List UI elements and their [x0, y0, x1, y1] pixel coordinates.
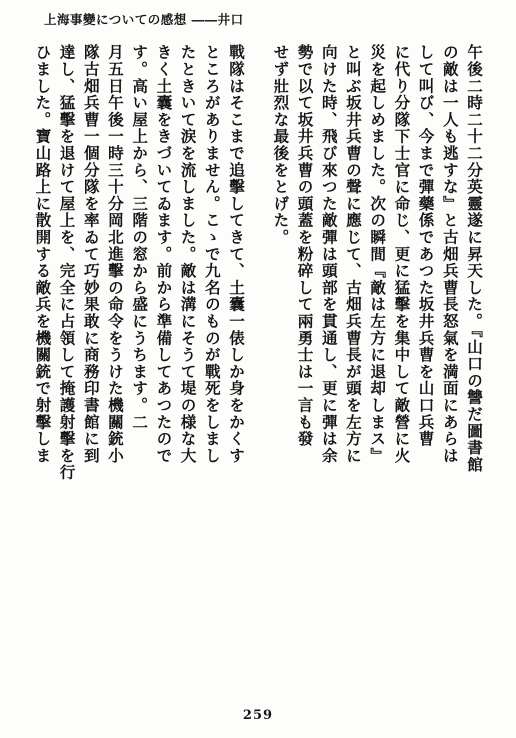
- text-line: ところがありません。こゝで九名のものが戰死をしまし: [202, 44, 222, 464]
- text-line: の敵は一人も逃すな』と古畑兵曹長怒氣を満面にあらは: [440, 44, 460, 464]
- text-line: と叫ぶ坂井兵曹の聲に應じて、古畑兵曹長が頭を左方に: [343, 44, 363, 464]
- text-line: 向けた時、飛び來つた敵彈は頭部を貫通し、更に彈は余: [319, 44, 339, 464]
- page-number: 259: [242, 708, 274, 723]
- text-line: 勢で以て坂井兵曹の頭蓋を粉碎して兩勇士は一言も發: [295, 44, 315, 448]
- text-line: 達し、猛擊を退けて屋上を、完全に占領して掩護射擊を行: [57, 44, 77, 481]
- text-line: きく土囊をきづいてゐます。前から準備してあつたので: [154, 44, 174, 464]
- text-line: たときいて涙を流しました。敵は溝にそうて堤の様な大: [178, 44, 198, 464]
- text-line: 災を起しめました。次の瞬間『敵は左方に退却しまス』: [368, 44, 388, 464]
- text-line: 戰隊はそこまで追擊してきて、土囊一俵しか身をかくす: [227, 44, 246, 464]
- text-line: す。高い屋上から、三階の窓から盛にうちます。二: [130, 44, 150, 431]
- running-head: 上海事變についての感想 ――井口: [44, 12, 244, 27]
- text-line: 月五日午後一時三十分岡北進擊の命令をうけた機關銃小: [105, 44, 125, 464]
- text-line: して叫び、今まで彈藥係であつた坂井兵曹を山口兵曹: [416, 44, 436, 448]
- text-line: せず壯烈な最後をとげた。: [271, 44, 291, 246]
- text-block-right: [268, 44, 486, 684]
- text-line: 隊古畑兵曹一個分隊を率ゐて巧妙果敢に商務印書館に到: [81, 44, 101, 464]
- text-line: ひました。寶山路上に散開する敵兵を機關銃で射擊しま: [33, 44, 53, 464]
- text-block-left: [30, 44, 248, 684]
- text-line: に代り分隊下士官に命じ、更に猛擊を集中して敵營に火: [392, 44, 412, 464]
- text-line: 午後二時二十二分英靈遂に昇天した。『山口の讐だ圖書館: [465, 44, 484, 473]
